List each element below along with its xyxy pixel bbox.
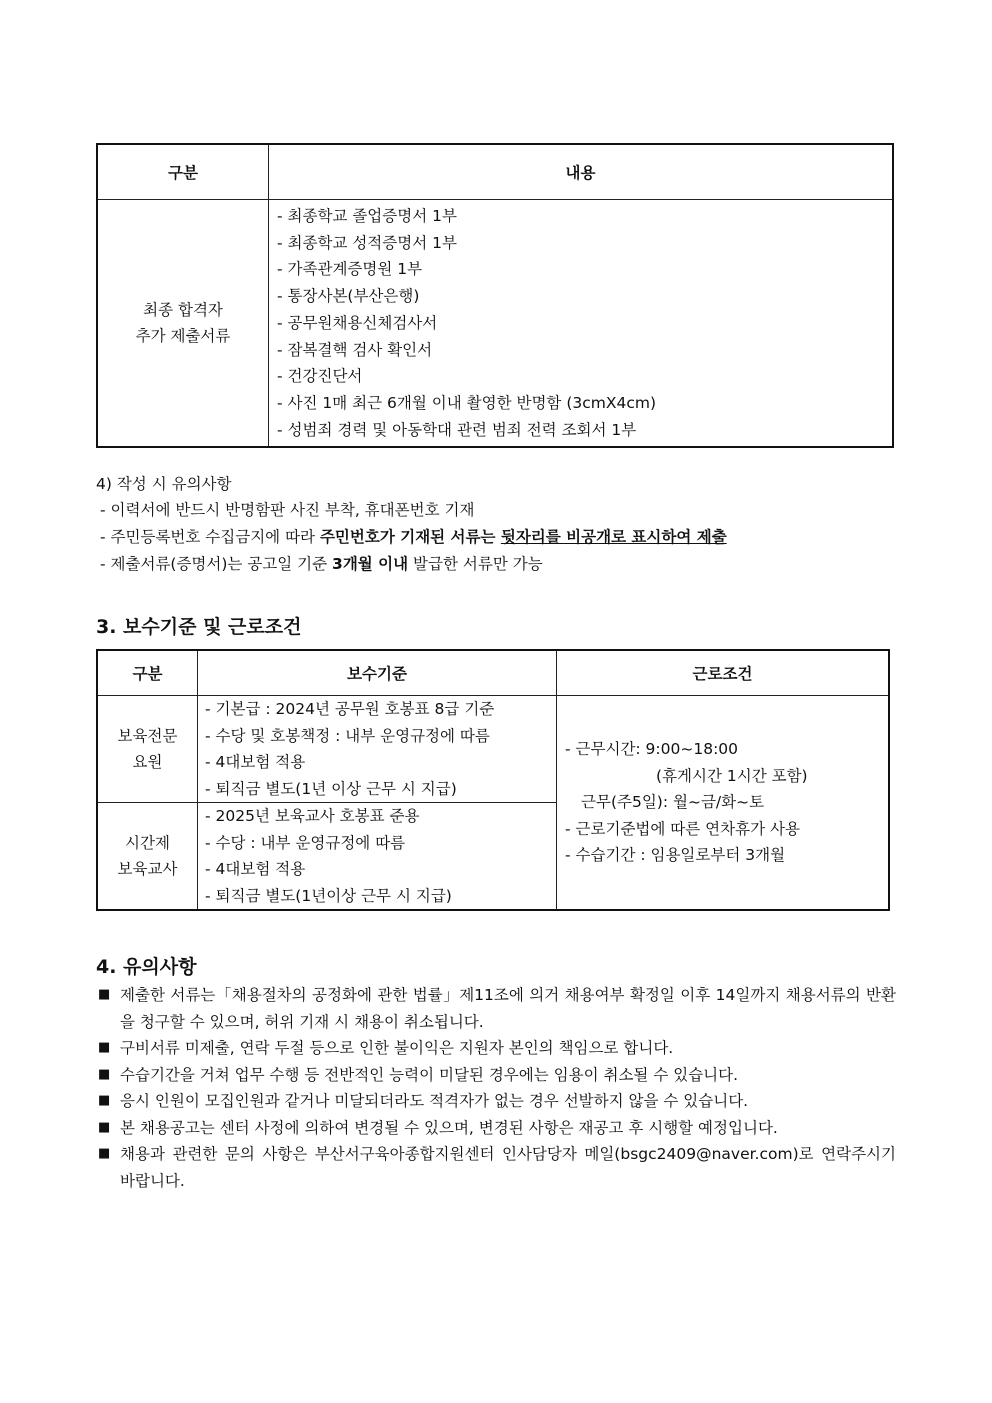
black-square-icon: ■	[98, 987, 111, 1002]
header-content: 내용	[269, 144, 894, 200]
section4-title: 4. 유의사항	[96, 956, 197, 978]
row-label-line: 요원	[132, 753, 163, 771]
list-item: - 최종학교 졸업증명서 1부	[277, 207, 457, 225]
black-square-icon: ■	[98, 1119, 111, 1135]
row-label-line: 시간제	[125, 834, 170, 852]
note-bold-text: 3개월 이내	[332, 555, 409, 573]
document-list	[269, 200, 894, 448]
note-line	[100, 551, 543, 578]
row-label-line: 추가 제출서류	[135, 327, 231, 346]
header-conditions: 근로조건	[557, 650, 890, 696]
list-item: - 기본급 : 2024년 공무원 호봉표 8급 기준	[205, 700, 495, 718]
header-salary: 보수기준	[198, 650, 557, 696]
black-square-icon: ■	[98, 1040, 111, 1055]
note-underlined-text: 뒷자리를 비공개로 표시하여 제출	[500, 528, 727, 546]
note-line: - 이력서에 반드시 반명함판 사진 부착, 휴대폰번호 기재	[100, 501, 475, 519]
list-item: - 근로기준법에 따른 연차휴가 사용	[565, 819, 800, 838]
list-item-text: 응시 인원이 모집인원과 같거나 미달되더라도 적격자가 없는 경우 선발하지 않을 수 있습니다.	[120, 1092, 749, 1110]
row-label-line: 최종 합격자	[143, 301, 223, 320]
header-category: 구분	[97, 650, 198, 696]
final-documents-table	[96, 143, 894, 448]
list-item	[96, 1062, 896, 1089]
list-item: 근무(주5일): 월~금/화~토	[581, 793, 765, 812]
row-label	[97, 803, 198, 911]
black-square-icon: ■	[98, 1146, 111, 1161]
list-item: - 2025년 보육교사 호봉표 준용	[205, 807, 420, 825]
list-item: - 성범죄 경력 및 아동학대 관련 범죄 전력 조회서 1부	[277, 420, 637, 439]
list-item: - 최종학교 성적증명서 1부	[277, 233, 457, 252]
salary-list	[198, 803, 557, 911]
table-header-row	[97, 650, 889, 696]
list-item: - 근무시간: 9:00~18:00	[565, 740, 739, 759]
salary-list	[198, 696, 557, 803]
list-item-text: 수습기간을 거쳐 업무 수행 등 전반적인 능력이 미달된 경우에는 임용이 취소될 수 있습니다.	[120, 1065, 739, 1084]
salary-conditions-table	[96, 649, 890, 911]
note-text: 발급한 서류만 가능	[408, 555, 543, 573]
working-conditions	[557, 696, 890, 911]
list-item: - 수당 : 내부 운영규정에 따름	[205, 833, 406, 852]
list-item-text: 본 채용공고는 센터 사정에 의하여 변경될 수 있으며, 변경된 사항은 재공고 후 시행할 예정입니다.	[120, 1118, 778, 1137]
section3-title: 3. 보수기준 및 근로조건	[96, 616, 302, 638]
black-square-icon: ■	[98, 1093, 111, 1108]
list-item	[96, 1115, 896, 1142]
list-item: - 건강진단서	[277, 367, 363, 386]
table-row	[97, 696, 889, 803]
note-text: - 주민등록번호 수집금지에 따라	[100, 528, 320, 546]
header-category: 구분	[97, 144, 269, 200]
list-item	[96, 1141, 896, 1194]
black-square-icon: ■	[98, 1066, 111, 1082]
note-text: - 제출서류(증명서)는 공고일 기준	[100, 555, 333, 573]
list-item	[96, 982, 896, 1035]
row-label-line: 보육교사	[117, 860, 178, 878]
list-item: - 공무원채용신체검사서	[277, 313, 438, 332]
table-row	[97, 200, 893, 448]
list-item: - 퇴직금 별도(1년이상 근무 시 지급)	[205, 886, 452, 905]
note-bold-text: 주민번호가 기재된 서류는	[319, 528, 501, 546]
row-label	[97, 200, 269, 448]
list-item-text: 채용과 관련한 문의 사항은 부산서구육아종합지원센터 인사담당자 메일(bsgc2409@naver.com)로 연락주시기 바랍니다.	[120, 1145, 896, 1190]
table-header-row	[97, 144, 893, 200]
list-item	[96, 1088, 896, 1115]
row-label	[97, 696, 198, 803]
list-item: - 가족관계증명원 1부	[277, 260, 423, 279]
list-item: - 퇴직금 별도(1년 이상 근무 시 지급)	[205, 779, 457, 798]
list-item	[96, 1035, 896, 1062]
row-label-line: 보육전문	[117, 727, 178, 745]
list-item: - 사진 1매 최근 6개월 이내 촬영한 반명함 (3cmX4cm)	[277, 393, 657, 412]
list-item-text: 구비서류 미제출, 연락 두절 등으로 인한 불이익은 지원자 본인의 책임으로 합니다.	[120, 1039, 674, 1057]
list-item: - 수당 및 호봉책정 : 내부 운영규정에 따름	[205, 726, 490, 745]
list-item: (휴게시간 1시간 포함)	[656, 766, 808, 785]
list-item: - 4대보험 적용	[205, 860, 306, 878]
notice-list	[96, 982, 896, 1194]
note-line	[100, 524, 727, 551]
list-item-text: 제출한 서류는「채용절차의 공정화에 관한 법률」제11조에 의거 채용여부 확정일 이후 14일까지 채용서류의 반환을 청구할 수 있으며, 허위 기재 시 채용이 취소됩니다.	[120, 986, 896, 1031]
notes-title: 4) 작성 시 유의사항	[96, 475, 232, 493]
list-item: - 통장사본(부산은행)	[277, 287, 420, 306]
list-item: - 수습기간 : 임용일로부터 3개월	[565, 846, 786, 865]
list-item: - 4대보험 적용	[205, 753, 306, 771]
list-item: - 잠복결핵 검사 확인서	[277, 340, 433, 359]
